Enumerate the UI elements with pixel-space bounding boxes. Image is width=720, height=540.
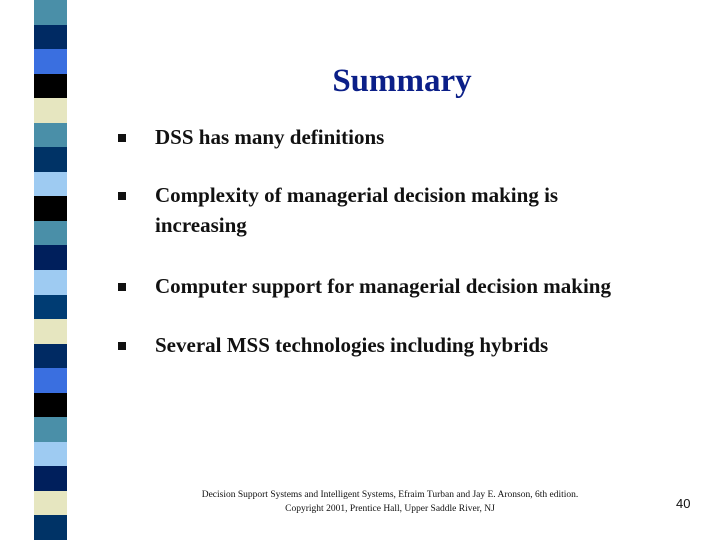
bullet-text: Complexity of managerial decision making is increasing [155, 183, 559, 237]
stripe-segment [34, 491, 67, 516]
bullet-list [118, 122, 638, 360]
stripe-segment [34, 442, 67, 467]
bullet-item [118, 330, 638, 360]
stripe-segment [34, 0, 67, 25]
stripe-segment [34, 196, 67, 221]
bullet-text: Computer support for managerial decision making [155, 274, 611, 298]
bullet-item [118, 122, 638, 152]
stripe-segment [34, 98, 67, 123]
square-bullet-icon [118, 134, 126, 142]
stripe-segment [34, 25, 67, 50]
stripe-segment [34, 270, 67, 295]
square-bullet-icon [118, 342, 126, 350]
page-number: 40 [676, 496, 691, 511]
bullet-text: DSS has many definitions [155, 125, 385, 149]
bullet-item [118, 180, 638, 240]
stripe-segment [34, 123, 67, 148]
stripe-segment [34, 344, 67, 369]
stripe-segment [34, 417, 67, 442]
square-bullet-icon [118, 283, 126, 291]
bullet-item [118, 271, 638, 301]
stripe-segment [34, 319, 67, 344]
stripe-segment [34, 466, 67, 491]
footer-copyright: Copyright 2001, Prentice Hall, Upper Saddle River, NJ [285, 504, 495, 514]
stripe-segment [34, 295, 67, 320]
footer-citation: Decision Support Systems and Intelligent Systems, Efraim Turban and Jay E. Aronson, 6th edition. [201, 490, 579, 500]
stripe-segment [34, 368, 67, 393]
stripe-segment [34, 245, 67, 270]
stripe-segment [34, 221, 67, 246]
slide-footer [160, 488, 620, 516]
stripe-segment [34, 515, 67, 540]
bullet-text: Several MSS technologies including hybrids [155, 333, 549, 357]
stripe-segment [34, 147, 67, 172]
slide-title: Summary [332, 63, 472, 100]
square-bullet-icon [118, 192, 126, 200]
stripe-segment [34, 172, 67, 197]
stripe-segment [34, 393, 67, 418]
